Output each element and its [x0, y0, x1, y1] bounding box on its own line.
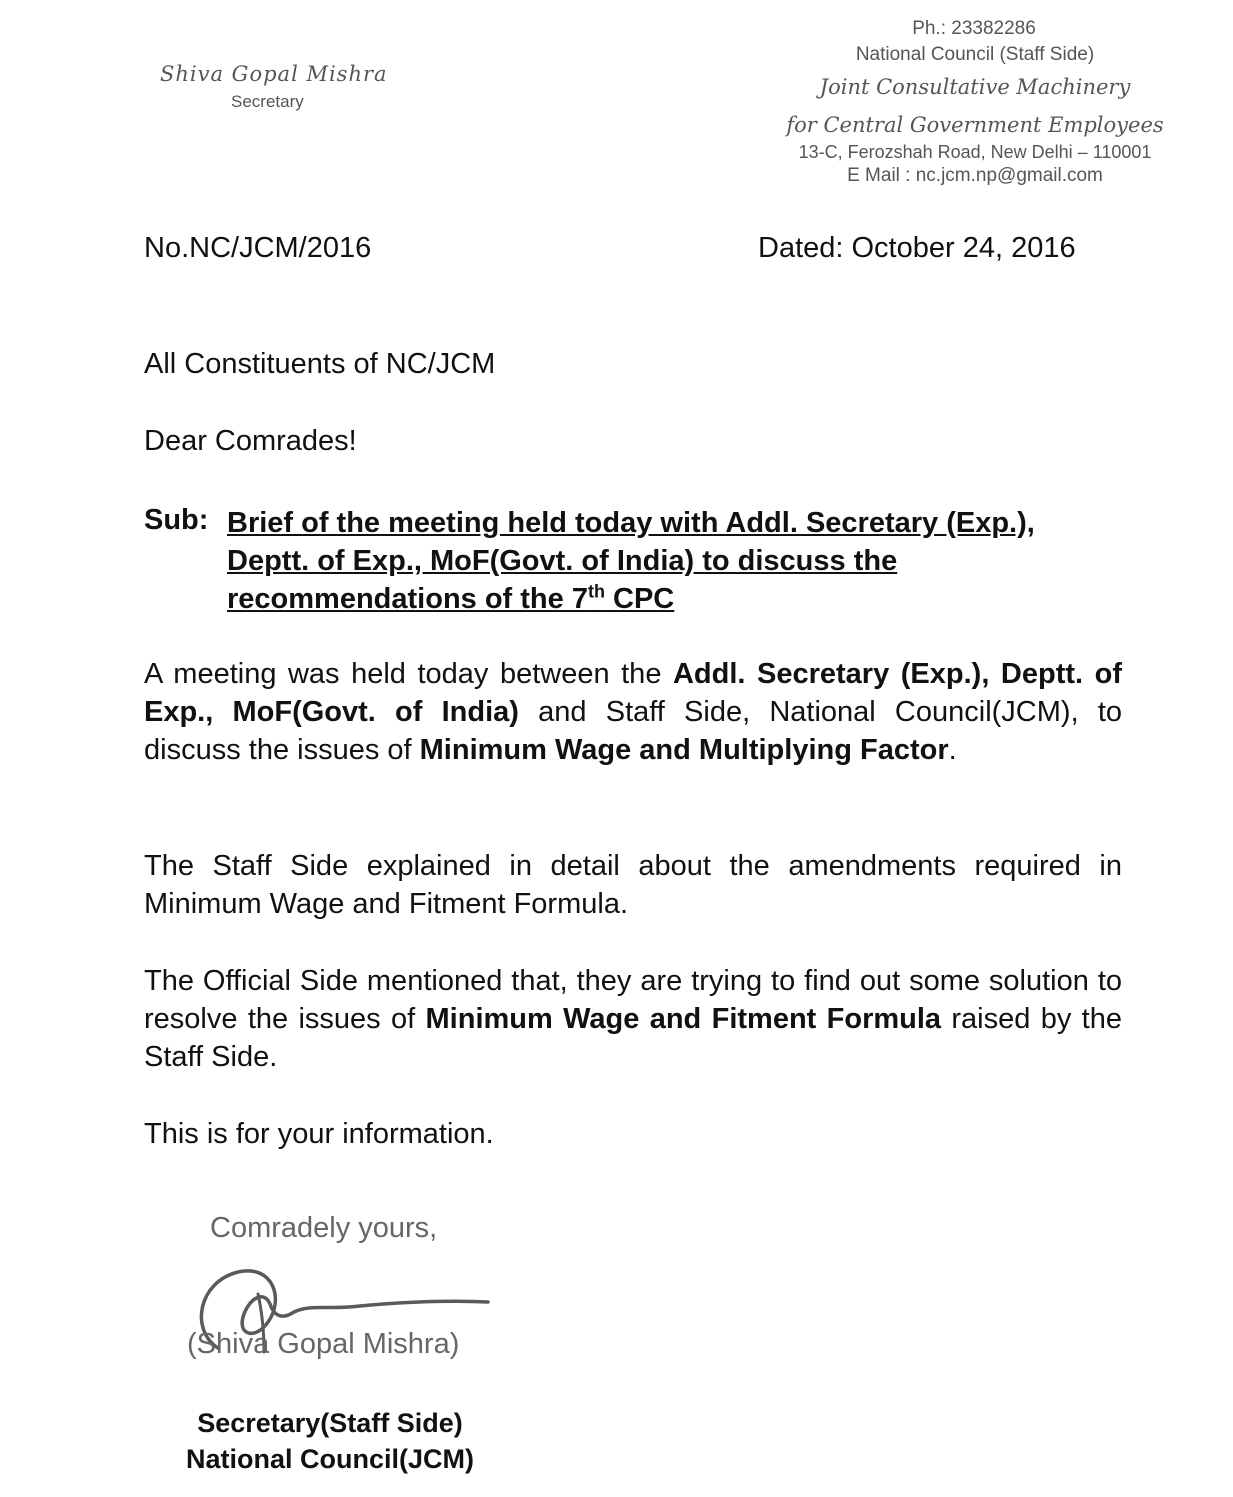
- closing: Comradely yours,: [210, 1212, 438, 1244]
- paragraph-text: raised by the Staff Side.: [144, 1003, 1122, 1073]
- subject-label: Sub:: [144, 504, 209, 536]
- paragraph-text: and Staff Side, National Council(JCM), to discuss the issues of: [144, 696, 1123, 766]
- signatory-name: (Shiva Gopal Mishra): [187, 1328, 460, 1360]
- addressee: All Constituents of NC/JCM: [144, 348, 496, 380]
- designation-line2: National Council(JCM): [186, 1444, 474, 1474]
- letterhead-council: National Council (Staff Side): [855, 44, 1095, 65]
- letterhead-contact-block: [730, 16, 1220, 188]
- paragraph-bold-text: Minimum Wage and Fitment Formula: [425, 1003, 942, 1035]
- paragraph-text: The Official Side mentioned that, they are trying to find out some solution to resolve the issues of: [144, 965, 1122, 1035]
- paragraph-bold-text: Minimum Wage and Multiplying Factor: [419, 734, 949, 766]
- subject-text-part2: CPC: [604, 583, 675, 615]
- designation-block: [150, 1405, 510, 1477]
- designation-line1: Secretary(Staff Side): [197, 1408, 463, 1438]
- subject-superscript: th: [587, 581, 605, 602]
- paragraph-bold-text: Addl. Secretary (Exp.), Deptt. of Exp., MoF(Govt. of India): [144, 658, 1122, 728]
- paragraph-meeting: [144, 655, 1122, 769]
- letterhead-address: 13-C, Ferozshah Road, New Delhi – 110001: [798, 142, 1152, 162]
- subject-text-part1: Brief of the meeting held today with Addl. Secretary (Exp.), Deptt. of Exp., MoF(Govt. of India) to discuss the recommendations of the 7: [227, 507, 1035, 615]
- subject-text: [227, 504, 1097, 618]
- salutation: Dear Comrades!: [144, 425, 357, 457]
- paragraph-text: A meeting was held today between the: [144, 658, 673, 690]
- paragraph-information: This is for your information.: [144, 1118, 494, 1150]
- letterhead-machinery: Joint Consultative Machinery: [819, 75, 1131, 99]
- paragraph-staff-side: The Staff Side explained in detail about the amendments required in Minimum Wage and Fitment Formula.: [144, 850, 1122, 920]
- letterhead-employees: for Central Government Employees: [786, 113, 1164, 137]
- letterhead-email: E Mail : nc.jcm.np@gmail.com: [847, 165, 1103, 186]
- letterhead-phone: Ph.: 23382286: [912, 18, 1036, 39]
- letterhead-name: Shiva Gopal Mishra: [160, 62, 388, 86]
- letter-date: Dated: October 24, 2016: [758, 232, 1076, 264]
- reference-number: No.NC/JCM/2016: [144, 232, 372, 264]
- letterhead-role: Secretary: [231, 92, 304, 111]
- paragraph-text: .: [948, 734, 957, 766]
- paragraph-official-side: [144, 962, 1122, 1076]
